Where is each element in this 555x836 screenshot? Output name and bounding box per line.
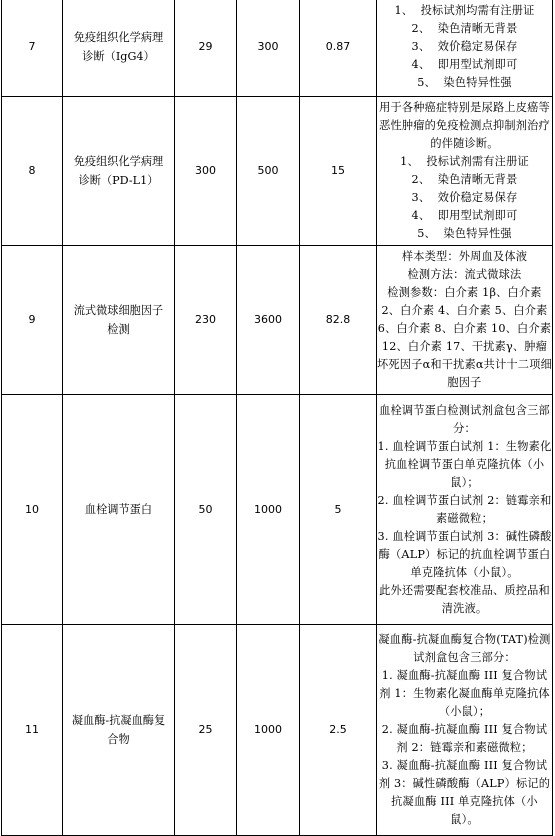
quantity-cell xyxy=(175,246,237,395)
row-number-cell xyxy=(2,0,63,97)
requirements-cell xyxy=(377,625,553,836)
quantity-cell xyxy=(175,395,237,625)
unit-price-cell xyxy=(237,625,300,836)
item-name-cell xyxy=(63,395,175,625)
requirement-line: 2、 染色清晰无背景 xyxy=(411,22,518,35)
row-number-cell-text: 11 xyxy=(25,723,39,736)
requirement-line: 检测参数：白介素 1β、白介素 2、白介素 4、白介素 5、白介素 6、白介素 8、白介素 10、白介素 12、白介素 17、干扰素γ、肿瘤坏死因子α和干扰素α共计十二项细胞因子 xyxy=(377,286,555,389)
total-cell xyxy=(300,625,377,836)
table-body xyxy=(2,0,553,836)
quantity-cell-text: 29 xyxy=(198,40,213,53)
item-name-cell-text: 流式微球细胞因子检测 xyxy=(73,304,164,336)
item-name-cell xyxy=(63,625,175,836)
table-row xyxy=(2,0,553,97)
requirement-line: 样本类型：外周血及体液 xyxy=(401,250,528,263)
row-number-cell xyxy=(2,395,63,625)
total-cell xyxy=(300,395,377,625)
requirement-line: 4、 即用型试剂即可 xyxy=(411,209,518,222)
item-name-cell xyxy=(63,0,175,97)
requirement-line: 5、 染色特异性强 xyxy=(417,227,512,240)
requirement-line: 1、 投标试剂均需有注册证 xyxy=(394,4,535,17)
quantity-cell xyxy=(175,97,237,246)
row-number-cell-text: 7 xyxy=(28,40,36,53)
quantity-cell-text: 230 xyxy=(195,313,216,326)
requirements-cell xyxy=(377,97,553,246)
requirement-line: 5、 染色特异性强 xyxy=(417,76,512,89)
total-cell-text: 2.5 xyxy=(329,723,347,736)
total-cell-text: 82.8 xyxy=(325,313,351,326)
total-cell xyxy=(300,246,377,395)
requirement-line: 3、 效价稳定易保存 xyxy=(411,40,518,53)
total-cell-text: 0.87 xyxy=(325,40,351,53)
requirement-line: 1、 投标试剂需有注册证 xyxy=(400,155,529,168)
quantity-cell-text: 300 xyxy=(195,164,216,177)
unit-price-cell-text: 300 xyxy=(257,40,279,53)
requirement-line: 1. 凝血酶-抗凝血酶 III 复合物试剂 1：生物素化凝血酶单克隆抗体（小鼠）； xyxy=(379,669,550,718)
requirement-line: 用于各种癌症特别是尿路上皮癌等恶性肿瘤的免疫检测点抑制剂治疗的伴随诊断。 xyxy=(379,101,550,150)
item-name-cell-text: 免疫组织化学病理诊断（IgG4） xyxy=(73,31,164,63)
row-number-cell-text: 9 xyxy=(28,313,36,326)
table-row xyxy=(2,246,553,395)
unit-price-cell-text: 500 xyxy=(257,164,279,177)
quantity-cell-text: 25 xyxy=(198,723,213,736)
unit-price-cell-text: 1000 xyxy=(254,502,282,516)
requirement-line: 检测方法：流式微球法 xyxy=(407,268,522,281)
row-number-cell xyxy=(2,625,63,836)
total-cell-text: 5 xyxy=(334,502,342,516)
requirement-line: 2. 凝血酶-抗凝血酶 III 复合物试剂 2：链霉亲和素磁微粒； xyxy=(381,723,548,754)
table-row xyxy=(2,625,553,836)
item-name-cell-text: 免疫组织化学病理诊断（PD-L1） xyxy=(73,155,164,187)
item-name-cell xyxy=(63,97,175,246)
unit-price-cell xyxy=(237,97,300,246)
unit-price-cell xyxy=(237,395,300,625)
unit-price-cell-text: 1000 xyxy=(254,723,282,736)
requirement-line: 2. 血栓调节蛋白试剂 2：链霉亲和素磁微粒； xyxy=(377,493,552,525)
requirements-cell xyxy=(377,246,553,395)
quantity-cell xyxy=(175,0,237,97)
procurement-table xyxy=(1,0,553,836)
requirement-line: 凝血酶-抗凝血酶复合物(TAT)检测试剂盒包含三部分： xyxy=(378,633,551,664)
item-name-cell-text: 血栓调节蛋白 xyxy=(84,503,153,516)
table-row xyxy=(2,395,553,625)
requirements-cell xyxy=(377,395,553,625)
unit-price-cell xyxy=(237,246,300,395)
item-name-cell-text: 凝血酶-抗凝血酶复合物 xyxy=(71,714,166,746)
requirement-line: 2、 染色清晰无背景 xyxy=(411,173,518,186)
row-number-cell xyxy=(2,246,63,395)
requirement-line: 3. 凝血酶-抗凝血酶 III 复合物试剂 3：碱性磷酸酶（ALP）标记的抗凝血酶 III 单克隆抗体（小鼠）。 xyxy=(378,759,551,826)
row-number-cell xyxy=(2,97,63,246)
requirement-line: 此外还需要配套校准品、质控品和清洗液。 xyxy=(379,583,550,615)
quantity-cell-text: 50 xyxy=(198,502,213,516)
row-number-cell-text: 8 xyxy=(28,164,36,177)
requirement-line: 1. 血栓调节蛋白试剂 1：生物素化抗血栓调节蛋白单克隆抗体（小鼠）； xyxy=(377,439,552,489)
requirement-line: 3. 血栓调节蛋白试剂 3：碱性磷酸酶（ALP）标记的抗血栓调节蛋白单克隆抗体（小鼠）。 xyxy=(377,529,552,579)
total-cell-text: 15 xyxy=(331,164,345,177)
item-name-cell xyxy=(63,246,175,395)
requirements-cell xyxy=(377,0,553,97)
quantity-cell xyxy=(175,625,237,836)
total-cell xyxy=(300,97,377,246)
requirement-line: 4、 即用型试剂即可 xyxy=(411,58,518,71)
requirement-line: 血栓调节蛋白检测试剂盒包含三部分： xyxy=(379,403,550,435)
row-number-cell-text: 10 xyxy=(25,502,39,516)
total-cell xyxy=(300,0,377,97)
unit-price-cell-text: 3600 xyxy=(254,313,282,326)
requirement-line: 3、 效价稳定易保存 xyxy=(411,191,518,204)
unit-price-cell xyxy=(237,0,300,97)
table-row xyxy=(2,97,553,246)
